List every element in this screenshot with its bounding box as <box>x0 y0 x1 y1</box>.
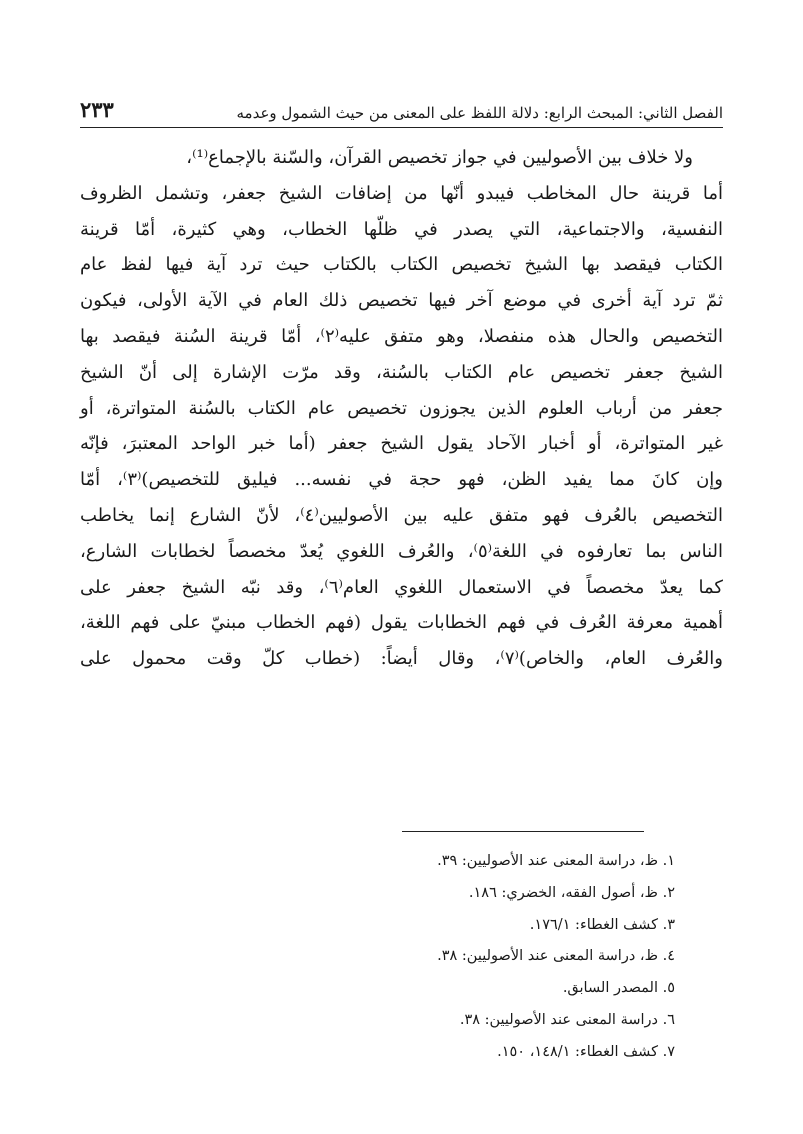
footnote-item: ١. ظ، دراسة المعنى عند الأصوليين: ٣٩. <box>437 853 675 869</box>
footnote-item: ٢. ظ، أصول الفقه، الخضري: ١٨٦. <box>468 884 675 901</box>
footnote-item: ٣. كشف الغطاء: ١٧٦/١. <box>529 916 675 933</box>
body-line: الناس بما تعارفوه في اللغة⁽٥⁾، والعُرف اللغوي يُعدّ مخصصاً لخطابات الشارع، <box>80 540 723 562</box>
body-line: ثمّ ترد آية أخرى في موضع آخر فيها تخصيص ذلك العام في الآية الأولى، فيكون <box>80 290 723 312</box>
running-title: الفصل الثاني: المبحث الرابع: دلالة اللفظ على المعنى من حيث الشمول وعدمه <box>236 104 723 122</box>
body-line: التخصيص بالعُرف فهو متفق عليه بين الأصوليين⁽٤⁾، لأنّ الشارع إنما يخاطب <box>80 504 723 526</box>
page-header <box>80 86 723 122</box>
body-line: التخصيص والحال هذه منفصلا، وهو متفق عليه⁽٢⁾، أمّا قرينة السُنة فيقصد بها <box>80 325 724 347</box>
footnote-item: ٤. ظ، دراسة المعنى عند الأصوليين: ٣٨. <box>437 948 675 965</box>
body-line: جعفر من أرباب العلوم الذين يجوزون تخصيص عام الكتاب بالسُنة المتواترة، أو <box>80 397 723 419</box>
footnote-item: ٦. دراسة المعنى عند الأصوليين: ٣٨. <box>459 1011 675 1028</box>
body-line: أما قرينة حال المخاطب فيبدو أنّها من إضافات الشيخ جعفر، وتشمل الظروف <box>80 182 723 204</box>
body-line: أهمية معرفة العُرف في فهم الخطابات يقول (فهم الخطاب مبنيّ على فهم اللغة، <box>80 612 723 634</box>
page-number: ٢٣٣ <box>80 97 114 122</box>
body-line: الشيخ جعفر تخصيص عام الكتاب بالسُنة، وقد مرّت الإشارة إلى أنّ الشيخ <box>80 361 723 383</box>
footnote-item: ٧. كشف الغطاء: ١٤٨/١، ١٥٠. <box>497 1043 675 1060</box>
body-line: كما يعدّ مخصصاً في الاستعمال اللغوي العام⁽٦⁾، وقد نبّه الشيخ جعفر على <box>80 576 724 598</box>
body-line: الكتاب فيقصد بها الشيخ تخصيص الكتاب بالكتاب حيث ترد آية فيها لفظ عام <box>80 254 723 276</box>
body-line: والعُرف العام، والخاص)⁽٧⁾، وقال أيضاً: (خطاب كلّ وقت محمول على <box>80 648 723 670</box>
body-line: النفسية، والاجتماعية، التي يصدر في ظلّها الخطاب، وهي كثيرة، أمّا قرينة <box>80 218 723 240</box>
body-paragraph <box>80 140 723 677</box>
footnotes-list <box>295 846 675 1069</box>
body-line: غير المتواترة، أو أخبار الآحاد يقول الشيخ جعفر (أما خبر الواحد المعتبرَ، فإنّه <box>80 433 723 455</box>
footnote-separator <box>402 831 644 832</box>
header-rule <box>80 127 723 128</box>
footnote-item: ٥. المصدر السابق. <box>562 980 675 997</box>
body-line: وإن كانَ مما يفيد الظن، فهو حجة في نفسه... فيليق للتخصيص)⁽٣⁾، أمّا <box>80 469 723 491</box>
body-line: ولا خلاف بين الأصوليين في جواز تخصيص القرآن، والسّنة بالإجماع⁽¹⁾، <box>186 147 693 168</box>
